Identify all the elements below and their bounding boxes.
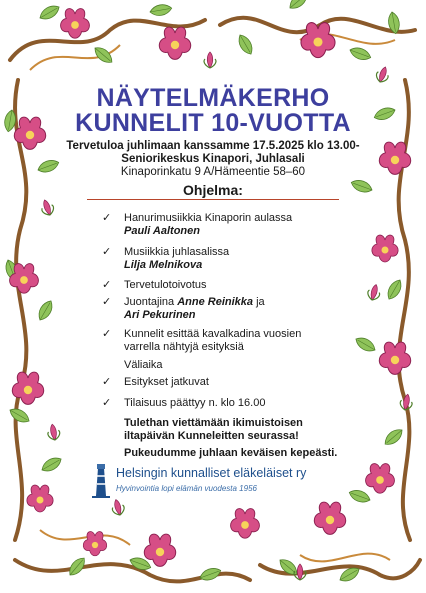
item-text: Esitykset jatkuvat: [124, 376, 209, 388]
check-icon: ✓: [102, 296, 112, 308]
item-text: ja: [253, 296, 265, 308]
intro-address: Kinaporinkatu 9 A/Hämeentie 58–60: [120, 166, 306, 178]
intro-venue: Seniorikeskus Kinapori, Juhlasali: [121, 153, 305, 165]
item-text: Tervetulotoivotus: [124, 279, 207, 291]
item-text: Tilaisuus päättyy n. klo 16.00: [124, 397, 266, 409]
item-text: Kunnelit esittää kavalkadina vuosien: [124, 328, 302, 340]
check-icon: ✓: [102, 328, 112, 340]
lighthouse-icon: [90, 462, 112, 498]
org-logo: [90, 462, 340, 502]
title-line-2: KUNNELIT 10-VUOTTA: [75, 109, 351, 137]
check-icon: ✓: [102, 246, 112, 258]
closing-line-2: iltapäivän Kunneleitten seurassa!: [124, 430, 299, 442]
item-text: Hanurimusiikkia Kinaporin aulassa: [124, 212, 293, 224]
intermission: Väliaika: [124, 359, 163, 371]
item-text: Juontajina: [124, 296, 178, 308]
org-tagline: Hyvinvointia lopi elämän vuodesta 1956: [116, 484, 257, 493]
closing-line-1: Tulethan viettämään ikimuistoisen: [124, 417, 303, 429]
performer-name: Lilja Melnikova: [124, 259, 203, 271]
title-line-1: NÄYTELMÄKERHO: [96, 84, 330, 112]
item-text: varrella nähtyjä esityksiä: [124, 341, 244, 353]
closing-line-3: Pukeudumme juhlaan keväisen kepeästi.: [124, 447, 338, 459]
check-icon: ✓: [102, 376, 112, 388]
host-name-1: Anne Reinikka: [177, 296, 254, 308]
check-icon: ✓: [102, 212, 112, 224]
check-icon: ✓: [102, 397, 112, 409]
intro-invitation: Tervetuloa juhlimaan kanssamme 17.5.2025 klo 13.00-: [66, 140, 360, 152]
org-name: Helsingin kunnalliset eläkeläiset ry: [116, 466, 307, 480]
item-text: Musiikkia juhlasalissa: [124, 246, 230, 258]
performer-name: Pauli Aaltonen: [124, 225, 200, 237]
check-icon: ✓: [102, 279, 112, 291]
host-name-2: Ari Pekurinen: [124, 309, 196, 321]
heading-divider: [87, 199, 339, 200]
program-heading: Ohjelma:: [183, 182, 243, 198]
